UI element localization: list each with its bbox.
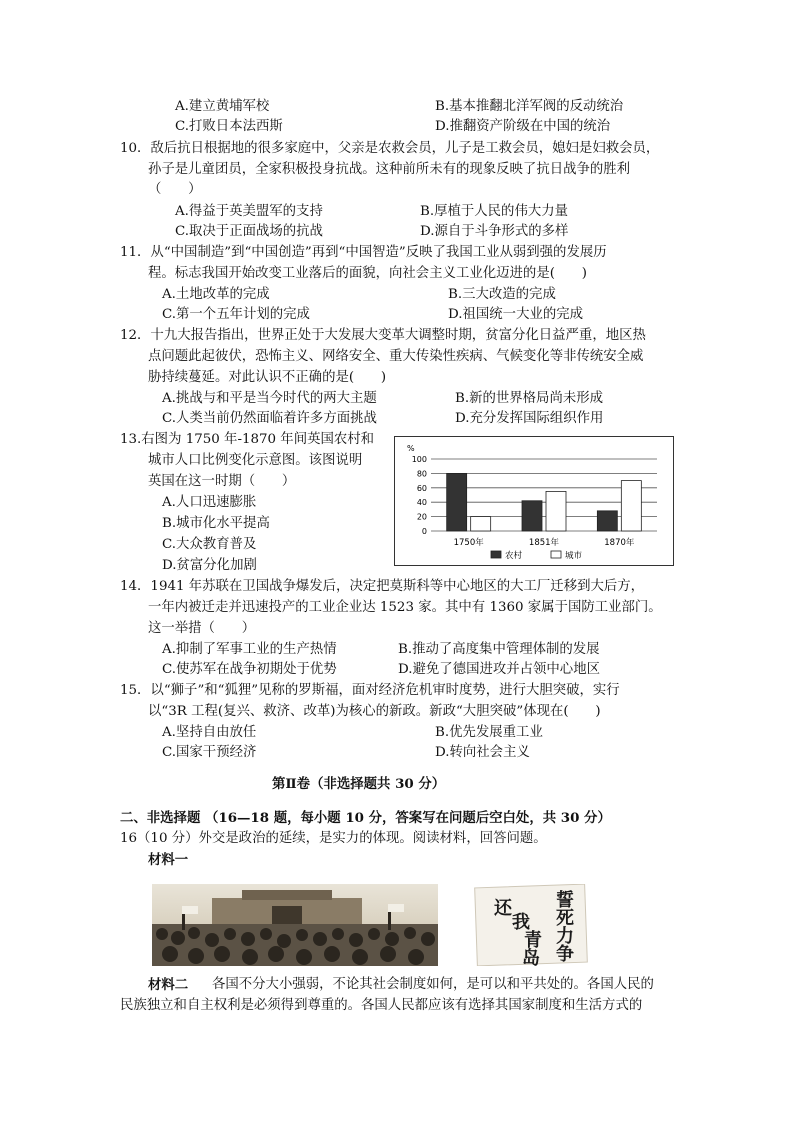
protest-photo-illustration <box>152 884 438 966</box>
population-chart-svg <box>395 437 673 565</box>
placard-char-1: 誓 <box>556 890 574 911</box>
q13-option-c: C.大众教育普及 <box>162 537 257 552</box>
slogan-placard-svg <box>472 884 590 966</box>
placard-char-5: 还 <box>494 898 512 919</box>
q13-option-b: B.城市化水平提高 <box>162 516 270 531</box>
bar-农村-1870年 <box>597 511 617 531</box>
bar-城市-1750年 <box>471 517 491 531</box>
q14-option-c: C.使苏军在战争初期处于优势 <box>162 662 337 677</box>
q11-option-d: D.祖国统一大业的完成 <box>448 307 584 322</box>
q9-option-d: D.推翻资产阶级在中国的统治 <box>435 119 611 134</box>
q9-option-b: B.基本推翻北洋军阀的反动统治 <box>435 99 624 114</box>
material-2-line-2: 民族独立和自主权利是必须得到尊重的。各国人民都应该有选择其国家制度和生活方式的 <box>120 998 643 1013</box>
q12-stem-line-3: 胁持续蔓延。对此认识不正确的是( ) <box>148 370 387 385</box>
q12-stem-line-1: 12．十九大报告指出，世界正处于大发展大变革大调整时期，贫富分化日益严重，地区热 <box>120 328 646 343</box>
q11-option-c: C.第一个五年计划的完成 <box>162 307 310 322</box>
bar-城市-1851年 <box>546 491 566 531</box>
legend-label-农村: 农村 <box>505 551 523 561</box>
q10-option-d: D.源自于斗争形式的多样 <box>420 224 569 239</box>
q14-option-b: B.推动了高度集中管理体制的发展 <box>398 642 600 657</box>
q12-stem-line-2: 点问题此起彼伏，恐怖主义、网络安全、重大传染性疾病、气候变化等非传统安全威 <box>148 349 644 364</box>
q11-option-b: B.三大改造的完成 <box>448 287 556 302</box>
q13-stem-line-3: 英国在这一时期（ ） <box>148 474 296 489</box>
section2-title: 第Ⅱ卷（非选择题共 30 分） <box>272 776 446 792</box>
x-tick-label: 1851年 <box>528 538 560 548</box>
y-tick-label: 100 <box>411 455 427 464</box>
q9-option-a: A.建立黄埔军校 <box>175 99 270 114</box>
material-2-label: 材料二 <box>148 977 189 993</box>
q10-stem-line-3: （ ） <box>148 182 202 197</box>
bar-农村-1851年 <box>522 501 542 531</box>
legend-swatch-城市 <box>551 551 561 558</box>
y-unit-label: % <box>407 444 415 453</box>
protest-photo <box>152 884 438 966</box>
x-tick-label: 1750年 <box>453 538 484 548</box>
q10-stem-line-2: 孙子是儿童团员，全家积极投身抗战。这种前所未有的现象反映了抗日战争的胜利 <box>148 162 631 177</box>
placard-char-2: 死 <box>556 908 574 929</box>
q12-option-d: D.充分发挥国际组织作用 <box>455 411 604 426</box>
q12-option-b: B.新的世界格局尚未形成 <box>455 391 604 406</box>
y-tick-label: 40 <box>416 498 427 508</box>
material-2-line-1: 各国不分大小强弱，不论其社会制度如何，是可以和平共处的。各国人民的 <box>212 977 654 992</box>
q12-option-c: C.人类当前仍然面临着许多方面挑战 <box>162 411 377 426</box>
slogan-placard <box>472 884 590 966</box>
placard-char-4: 争 <box>556 944 574 965</box>
q11-stem-line-2: 程。标志我国开始改变工业落后的面貌，向社会主义工业化迈进的是( ) <box>148 266 587 281</box>
q12-option-a: A.挑战与和平是当今时代的两大主题 <box>162 391 377 406</box>
q13-stem-line-1: 13.右图为 1750 年-1870 年间英国农村和 <box>120 432 375 447</box>
q13-option-a: A.人口迅速膨胀 <box>162 495 257 510</box>
q10-stem-line-1: 10．敌后抗日根据地的很多家庭中，父亲是农救会员，儿子是工救会员，媳妇是妇救会员， <box>120 141 660 156</box>
q10-option-b: B.厚植于人民的伟大力量 <box>420 204 569 219</box>
q15-option-a: A.坚持自由放任 <box>162 725 257 740</box>
population-chart <box>394 436 674 566</box>
placard-char-7: 青 <box>524 930 542 951</box>
legend-swatch-农村 <box>491 551 501 558</box>
q10-option-c: C.取决于正面战场的抗战 <box>175 224 323 239</box>
q13-stem-line-2: 城市人口比例变化示意图。该图说明 <box>148 453 363 468</box>
q15-option-d: D.转向社会主义 <box>435 745 530 760</box>
q15-stem-line-1: 15．以“狮子”和“狐狸”见称的罗斯福，面对经济危机审时度势，进行大胆突破，实行 <box>120 683 620 698</box>
q14-stem-line-1: 14．1941 年苏联在卫国战争爆发后，决定把莫斯科等中心地区的大工厂迁移到大后方， <box>120 579 645 594</box>
placard-char-3: 力 <box>556 926 574 947</box>
material-1-label: 材料一 <box>148 852 189 868</box>
q14-stem-line-2: 一年内被迁走并迅速投产的工业企业达 1523 家。其中有 1360 家属于国防工业部门。 <box>148 600 662 615</box>
bar-城市-1870年 <box>621 481 641 531</box>
q14-stem-line-3: 这一举措（ ） <box>148 621 256 636</box>
y-tick-label: 0 <box>421 527 427 536</box>
q11-option-a: A.土地改革的完成 <box>162 287 270 302</box>
section2-heading: 二、非选择题 （16—18 题，每小题 10 分，答案写在问题后空白处，共 30 分） <box>120 810 611 826</box>
y-tick-label: 60 <box>416 483 427 493</box>
q15-stem-line-2: 以“3R 工程(复兴、救济、改革)为核心的新政。新政“大胆突破”体现在( ) <box>148 704 601 719</box>
q13-option-d: D.贫富分化加剧 <box>162 558 257 573</box>
q15-option-c: C.国家干预经济 <box>162 745 257 760</box>
x-tick-label: 1870年 <box>604 538 635 548</box>
placard-char-6: 我 <box>512 912 530 933</box>
bar-农村-1750年 <box>447 473 467 531</box>
placard-char-8: 岛 <box>522 948 540 966</box>
q14-option-a: A.抑制了军事工业的生产热情 <box>162 642 337 657</box>
q14-option-d: D.避免了德国进攻并占领中心地区 <box>398 662 600 677</box>
q15-option-b: B.优先发展重工业 <box>435 725 543 740</box>
y-tick-label: 20 <box>416 512 427 522</box>
legend-label-城市: 城市 <box>565 551 583 561</box>
q10-option-a: A.得益于英美盟军的支持 <box>175 204 323 219</box>
q16-stem: 16（10 分）外交是政治的延续，是实力的体现。阅读材料，回答问题。 <box>120 831 547 846</box>
y-tick-label: 80 <box>416 469 427 479</box>
q9-option-c: C.打败日本法西斯 <box>175 119 283 134</box>
q11-stem-line-1: 11．从“中国制造”到“中国创造”再到“中国智造”反映了我国工业从弱到强的发展历 <box>120 245 607 260</box>
